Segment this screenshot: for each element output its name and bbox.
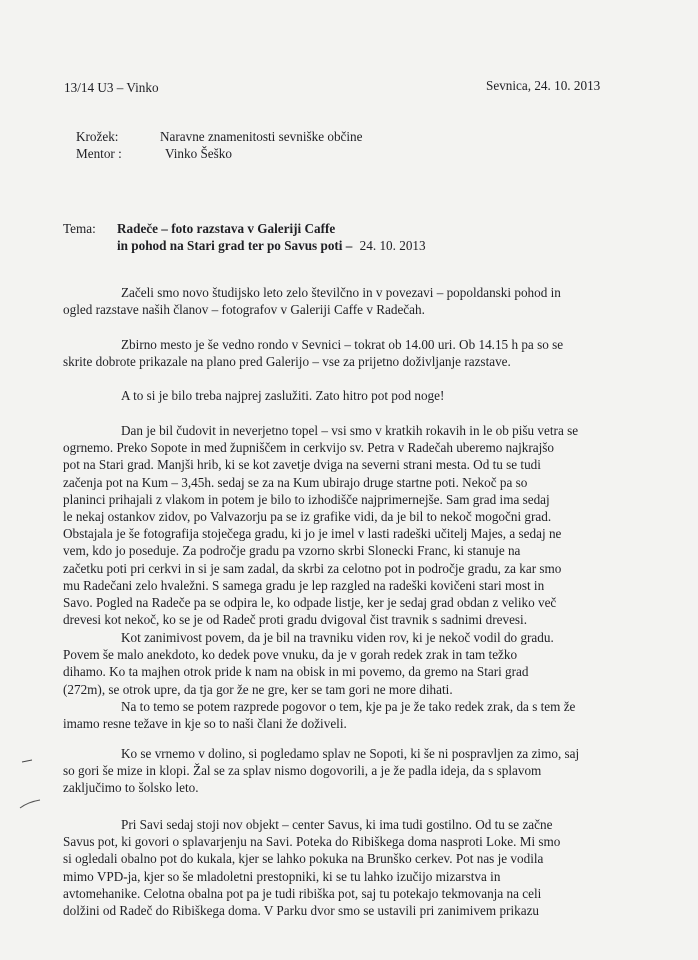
paragraph-line: zaključimo to šolsko leto.: [63, 780, 199, 796]
paragraph-line: Savo. Pogled na Radeče pa se odpira le, ko odpade listje, ker je sedaj grad obdan z veliko več: [63, 594, 557, 610]
paragraph-line: mu Radečani zelo hvaležni. S samega gradu je lep razgled na radeški kovičeni stari most in: [63, 577, 545, 593]
paragraph-line: so gori še mize in klopi. Žal se za splav nismo dogovorili, a je že padla ideja, da s splavom: [63, 763, 542, 779]
topic-line-2: [117, 238, 426, 254]
paragraph-line: dihamo. Ko ta majhen otrok pride k nam na obisk in mi povemo, da gremo na Stari grad: [63, 664, 529, 680]
paragraph-line: vem, kdo jo poseduje. Za področje gradu pa vzorno skrbi Slonecki Franc, ki stanuje na: [63, 543, 521, 559]
club-value: Naravne znamenitosti sevniške občine: [160, 129, 363, 144]
paragraph-line: pot na Stari grad. Manjši hrib, ki se kot zavetje dviga na severni strani mesta. Od tu se tudi: [63, 457, 541, 473]
paragraph-line: Ko se vrnemo v dolino, si pogledamo splav ne Sopoti, ki še ni pospravljen za zimo, saj: [121, 746, 580, 761]
paragraph-line: Povem še malo anekdoto, ko dedek pove vnuku, da je v gorah redek zrak in tam težko: [63, 647, 518, 663]
paragraph-line: ogled razstave naših članov – fotografov v Galeriji Caffe v Radečah.: [63, 302, 425, 318]
place-date: Sevnica, 24. 10. 2013: [486, 78, 601, 93]
paragraph-line: Pri Savi sedaj stoji nov objekt – center Savus, ki ima tudi gostilno. Od tu se začne: [121, 817, 553, 832]
paragraph-line: Zbirno mesto je še vedno rondo v Sevnici – tokrat ob 14.00 uri. Ob 14.15 h pa so se: [121, 337, 564, 352]
paragraph-line: mimo VPD-ja, kjer so še mladoletni prestopniki, ki se tu lahko izučijo mizarstva in: [63, 868, 501, 884]
paragraph-line: Savus pot, ki govori o splavarjenju na Savi. Poteka do Ribiškega doma nasproti Loke. Mi smo: [63, 834, 561, 850]
document-id: 13/14 U3 – Vinko: [64, 80, 159, 95]
paragraph-line: ogrnemo. Preko Sopote in med župniščem in cerkvijo sv. Petra v Radečah uberemo najkrajšo: [63, 440, 554, 456]
paragraph-line: skrite dobrote prikazale na plano pred Galerijo – vse za prijetno doživljanje razstave.: [63, 354, 511, 370]
paragraph-line: Na to temo se potem razprede pogovor o tem, kje pa je že tako redek zrak, da s tem že: [121, 699, 576, 714]
club-label: Krožek:: [76, 129, 119, 144]
paragraph-3: [63, 387, 623, 404]
paragraph-6: [63, 698, 623, 732]
paragraph-line: planinci prihajali z vlakom in potem je bilo to izhodišče najprimernejše. Sam grad ima sedaj: [63, 491, 550, 507]
topic-label: Tema:: [63, 221, 96, 236]
paragraph-line: (272m), se otrok upre, da tja gor že ne gre, ker se tam gori ne more dihati.: [63, 681, 453, 697]
paragraph-5: [63, 629, 623, 698]
margin-pen-mark: [18, 752, 42, 812]
paragraph-7: [63, 745, 623, 797]
paragraph-line: začetku poti pri cerkvi in si je sam zadal, da skrbi za celotno pot in področje gradu, za kar smo: [63, 560, 562, 576]
paragraph-line: imamo resne težave in kje so to naši člani že doživeli.: [63, 716, 347, 732]
paragraph-1: [63, 284, 623, 318]
paragraph-line: drevesi kot nekoč, ko se je od Radeč proti gradu dvigoval čist travnik s sadnimi drevesi.: [63, 612, 528, 628]
paragraph-line: A to si je bilo treba najprej zaslužiti. Zato hitro pot pod noge!: [121, 388, 445, 403]
paragraph-2: [63, 336, 623, 370]
paragraph-line: Začeli smo novo študijsko leto zelo številčno in v povezavi – popoldanski pohod in: [121, 285, 561, 300]
paragraph-8: [63, 816, 623, 919]
paragraph-line: le nekaj ostankov zidov, po Valvazorju pa se iz grafike vidi, da je bil to nekoč mogočni grad.: [63, 508, 552, 524]
paragraph-line: začenja pot na Kum – 3,45h. sedaj se za na Kum ubirajo druge startne poti. Nekoč pa so: [63, 474, 528, 490]
topic-line-1: Radeče – foto razstava v Galeriji Caffe: [117, 221, 336, 236]
topic-date: 24. 10. 2013: [359, 238, 426, 253]
paragraph-line: Dan je bil čudovit in neverjetno topel – vsi smo v kratkih rokavih in le ob pišu vetra se: [121, 423, 579, 438]
paragraph-line: dolžini od Radeč do Ribiškega doma. V Parku dvor smo se ustavili pri zanimivem prikazu: [63, 902, 540, 918]
topic-line-2-text: in pohod na Stari grad ter po Savus poti –: [117, 238, 353, 253]
mentor-label: Mentor :: [76, 146, 122, 161]
paragraph-line: si ogledali obalno pot do kukala, kjer se lahko pokuka na Brunško cerkev. Pot nas je vodila: [63, 851, 544, 867]
paragraph-line: avtomehanike. Celotna obalna pot pa je tudi ribiška pot, saj tu potekajo tekmovanja na celi: [63, 885, 542, 901]
paragraph-line: Kot zanimivost povem, da je bil na travniku viden rov, ki je nekoč vodil do gradu.: [121, 630, 554, 645]
paragraph-4: [63, 422, 623, 628]
mentor-value: Vinko Šeško: [165, 146, 232, 161]
paragraph-line: Obstajala je še fotografija stoječega gradu, ki jo je imel v lasti radeški učitelj Majes, a sedaj ne: [63, 526, 562, 542]
